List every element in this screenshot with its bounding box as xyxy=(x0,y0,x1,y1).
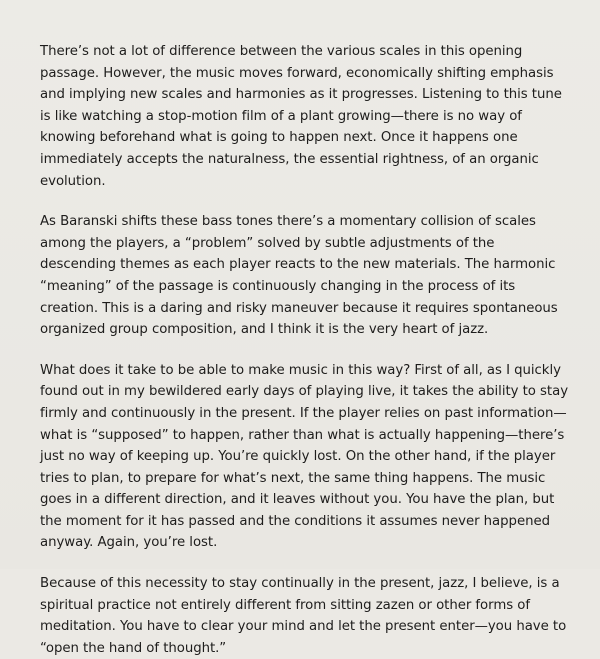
paragraph-4: Because of this necessity to stay continually in the present, jazz, I believe, is a spiritual practice not entirely different from sitting zazen or other forms of meditation. You have to clear your mind and let the present enter—you have to “open the hand of thought.” xyxy=(40,576,567,656)
paragraph-3: What does it take to be able to make music in this way? First of all, as I quickly found out in my bewildered early days of playing live, it takes the ability to stay firmly and continuously in the present. If the player relies on past information—what is “supposed” to happen, rather than what is actually happening—there’s just no way of keeping up. You’re quickly lost. On the other hand, if the player tries to plan, to prepare for what’s next, the same thing happens. The music goes in a different direction, and it leaves without you. You have the plan, but the moment for it has passed and the conditions it assumes never happened anyway. Again, you’re lost. xyxy=(40,362,569,551)
paragraph-2: As Baranski shifts these bass tones there’s a momentary collision of scales among the players, a “problem” solved by subtle adjustments of the descending themes as each player reacts to the new materials. The harmonic “meaning” of the passage is continuously changing in the process of its creation. This is a daring and risky maneuver because it requires spontaneous organized group composition, and I think it is the very heart of jazz. xyxy=(40,214,558,338)
paragraph-1: There’s not a lot of difference between the various scales in this opening passage. However, the music moves forward, economically shifting emphasis and implying new scales and harmonies as it progresses. Listening to this tune is like watching a stop-motion film of a plant growing—there is no way of knowing beforehand what is going to happen next. Once it happens one immediately accepts the naturalness, the essential rightness, of an organic evolution. xyxy=(40,44,562,189)
